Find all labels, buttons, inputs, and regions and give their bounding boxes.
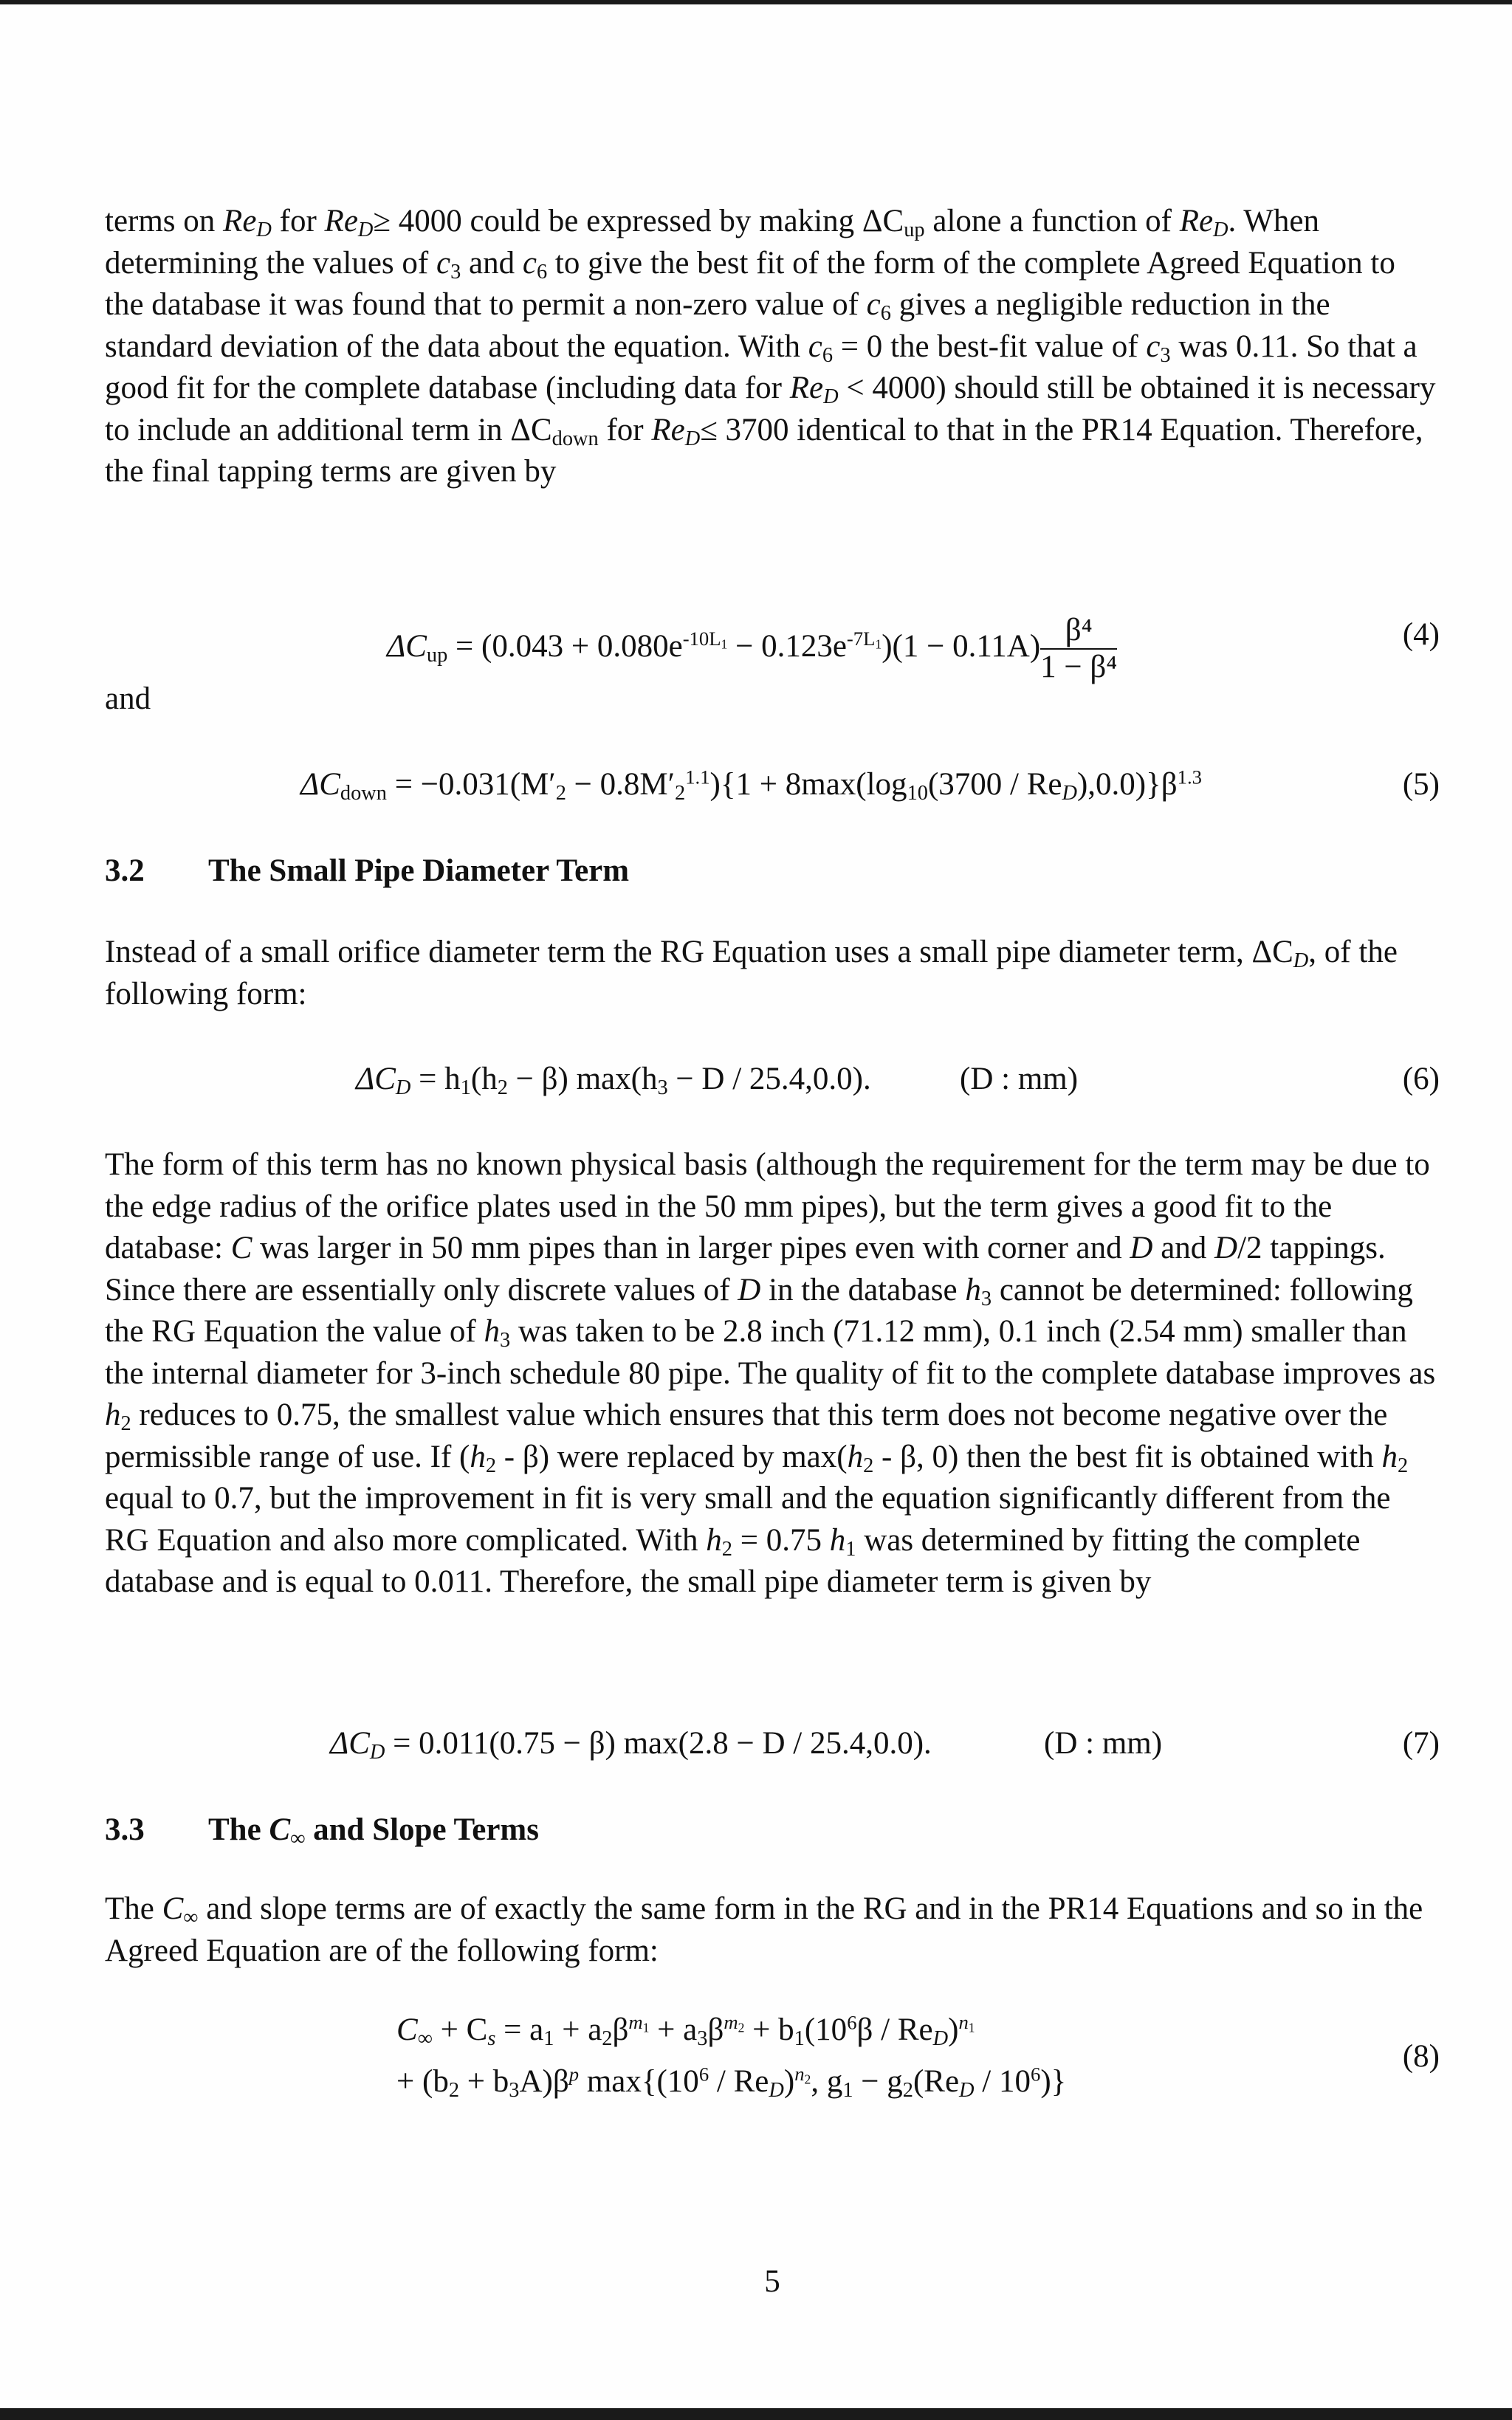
- equation-8-number: (8): [1402, 2039, 1440, 2074]
- equation-5-number: (5): [1402, 767, 1440, 802]
- page-number: 5: [764, 2264, 780, 2299]
- equation-7-body: $\Delta C_D = 0.011(0.75 - \beta) \max(2.8 - D / 25.4,0.0)$.: [330, 1726, 932, 1764]
- equation-6-unit: (D : mm): [960, 1062, 1079, 1096]
- section-heading-3-3: 3.3 The $C_\infty$ and Slope Terms: [105, 1812, 539, 1851]
- equation-6-body: $\Delta C_D = h_1(h_2 - \beta) \max(h_3 - D / 25.4,0.0)$.: [356, 1062, 871, 1100]
- paragraph-slope-terms: The $C_\infty$ and slope terms are of exactly the same form in the RG and in the PR14 Equations and so in the Agreed Equation are of the following form:: [105, 1891, 1423, 1968]
- equation-6: [105, 1057, 1440, 1101]
- equation-5-body: $\Delta C_{down} = -0.031(M'_2 - 0.8M'_2^{1.1})\{1 + 8\max(\log_{10}(3700 / Re_D),0.0)\}\beta^{1.3}$: [300, 766, 1202, 805]
- top-border: [0, 0, 1512, 4]
- equation-4: [105, 602, 1440, 684]
- equation-6-number: (6): [1402, 1062, 1440, 1096]
- equation-8: [105, 2008, 1440, 2119]
- equation-4-number: (4): [1402, 617, 1440, 652]
- paragraph-tapping-terms: terms on $Re_D$ for $Re_D\ge 4000$ could be expressed by making $\Delta C_{up}$ alone a function of $Re_D$. When determining the values of $c_3$ and $c_6$ to give the best fit of the form of the complete Agreed Equation to the database it was found that to permit a non-zero value of $c_6$ gives a negligible reduction in the standard deviation of the data about the equation. With $c_6 = 0$ the best-fit value of $c_3$ was 0.11. So that a good fit for the complete database (including data for $Re_D < 4000$) should still be obtained it is necessary to include an additional term in $\Delta C_{down}$ for $Re_D\le 3700$ identical to that in the PR14 Equation. Therefore, the final tapping terms are given by: [105, 204, 1436, 489]
- equation-4-body: $\Delta C_{up} = (0.043 + 0.080e^{-10L_1} - 0.123e^{-7L_1})(1 - 0.11A)$ $\frac{\text{β⁴}}{\text{1 − β⁴}}$: [387, 613, 1118, 684]
- paragraph-small-pipe-discussion: The form of this term has no known physical basis (although the requirement for the term may be due to the edge radius of the orifice plates used in the 50 mm pipes), but the term gives a good fit to the database: C was larger in 50 mm pipes than in larger pipes even with corner and D and D/2 tappings. Since there are essentially only discrete values of D in the database $h_3$ cannot be determined: following the RG Equation the value of $h_3$ was taken to be 2.8 inch (71.12 mm), 0.1 inch (2.54 mm) smaller than the internal diameter for 3-inch schedule 80 pipe. The quality of fit to the complete database improves as $h_2$ reduces to 0.75, the smallest value which ensures that this term does not become negative over the permissible range of use. If $(h_2 - \beta)$ were replaced by $\max(h_2$ - β, 0) then the best fit is obtained with $h_2$ equal to 0.7, but the improvement in fit is very small and the equation significantly different from the RG Equation and also more complicated. With $h_2 = 0.75$ $h_1$ was determined by fitting the complete database and is equal to 0.011. Therefore, the small pipe diameter term is given by: [105, 1147, 1436, 1599]
- and-label: and: [105, 681, 151, 716]
- equation-4-fraction: $\frac{\text{β⁴}}{\text{1 − β⁴}}$: [1040, 613, 1118, 684]
- equation-8-line-2: + $(b_2 + b_3A)\beta^p$ $\max\{(10^6 / Re_D)^{n_2}$, $g_1 - g_2(Re_D / 10^6)$}: [396, 2063, 1067, 2103]
- section-heading-3-2: 3.2 The Small Pipe Diameter Term: [105, 853, 630, 888]
- equation-7-number: (7): [1402, 1726, 1440, 1761]
- equation-5: [105, 763, 1440, 807]
- equation-7: [105, 1722, 1440, 1766]
- bottom-border: [0, 2408, 1512, 2420]
- equation-7-unit: (D : mm): [1044, 1726, 1163, 1761]
- paragraph-small-pipe-intro: Instead of a small orifice diameter term the RG Equation uses a small pipe diameter term, $\Delta C_D$, of the following form:: [105, 935, 1398, 1011]
- equation-8-line-1: $C_\infty + C_s = a_1 + a_2\beta^{m_1} + a_3\beta^{m_2} + b_1(10^6\beta / Re_D)^{n_1}$: [396, 2011, 975, 2051]
